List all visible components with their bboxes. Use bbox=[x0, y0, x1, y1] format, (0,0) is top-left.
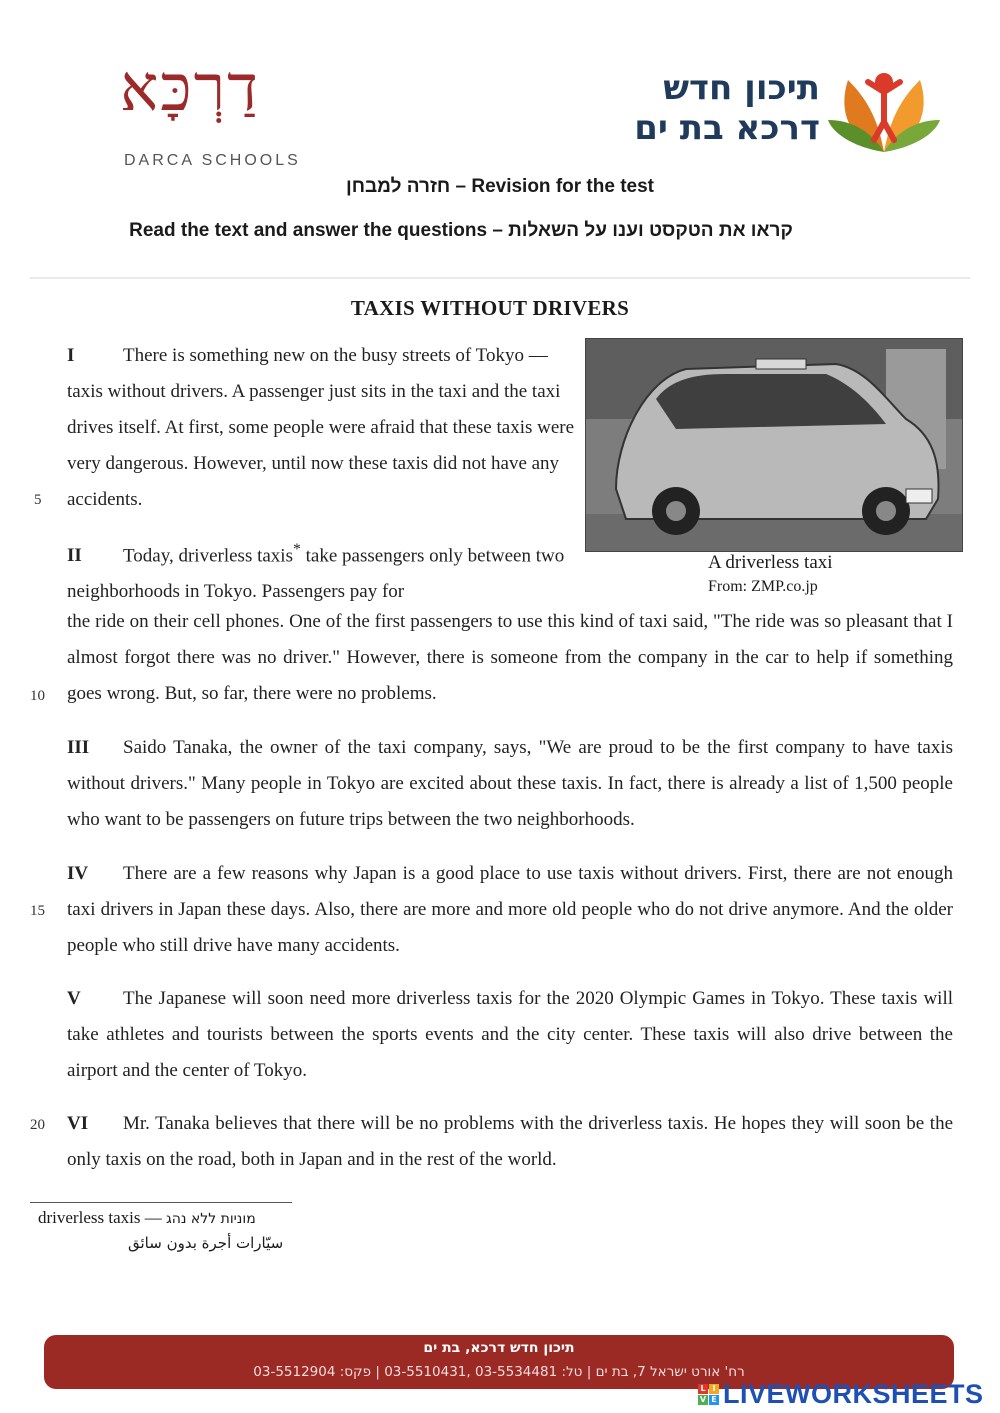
paragraph-text: the ride on their cell phones. One of the first passengers to use this kind of taxi said, "The ride was so pleasant that I almost forgot there was no driver." However, there is someone from the company in the car to help if something goes wrong. But, so far, there were no problems. bbox=[67, 611, 953, 704]
footer-contact: רח' אורט ישראל 7, בת ים | טל: 03-5534481 ,03-5510431 | פקס: 03-5512904 bbox=[253, 1364, 745, 1380]
liveworksheets-icon: L I V E bbox=[698, 1384, 719, 1405]
paragraph-number: I bbox=[67, 345, 75, 366]
liveworksheets-logo[interactable] bbox=[698, 1376, 984, 1412]
line-number: 5 bbox=[34, 492, 42, 508]
darca-logo bbox=[112, 52, 302, 182]
photo-caption: A driverless taxi bbox=[708, 552, 833, 573]
paragraph-2-continued bbox=[67, 604, 953, 712]
paragraph-3 bbox=[67, 730, 953, 838]
header-divider bbox=[30, 277, 970, 279]
paragraph-text: Saido Tanaka, the owner of the taxi company, says, "We are proud to be the first company to have taxis without drivers." Many people in Tokyo are excited about these taxis. In fact, there is already a list of 1,500 people who want to be passengers on future trips between the two neighborhoods. bbox=[67, 737, 953, 830]
paragraph-text: take passengers only between two neighborhoods in Tokyo. Passengers pay for bbox=[67, 545, 565, 603]
tichon-logo-line2: דרכא בת ים bbox=[634, 108, 820, 148]
driverless-taxi-photo bbox=[585, 338, 963, 552]
line-number: 10 bbox=[30, 688, 45, 704]
flower-icon bbox=[828, 60, 940, 156]
line-number: 15 bbox=[30, 903, 45, 919]
article-title: TAXIS WITHOUT DRIVERS bbox=[350, 296, 630, 320]
paragraph-number: VI bbox=[67, 1113, 89, 1134]
revision-heading: חזרה למבחן – Revision for the test bbox=[345, 176, 654, 197]
paragraph-4 bbox=[67, 856, 953, 964]
paragraph-number: III bbox=[67, 737, 90, 758]
instructions-heading: Read the text and answer the questions – קראו את הטקסט וענו על השאלות bbox=[129, 220, 793, 241]
footnote-marker: * bbox=[292, 541, 301, 558]
taxi-image bbox=[586, 339, 962, 551]
paragraph-number: V bbox=[67, 988, 81, 1009]
footnote-arabic: سيّارات أجرة بدون سائق bbox=[128, 1234, 284, 1252]
darca-logo-english: DARCA SCHOOLS bbox=[124, 152, 301, 169]
tichon-logo-line1: תיכון חדש bbox=[663, 68, 820, 108]
photo-source: From: ZMP.co.jp bbox=[708, 578, 818, 595]
footnote-english: driverless taxis — bbox=[38, 1208, 162, 1227]
tichon-logo bbox=[630, 60, 940, 160]
footnote-term bbox=[38, 1208, 256, 1228]
footer-school-name: תיכון חדש דרכא, בת ים bbox=[423, 1340, 575, 1356]
paragraph-text: Mr. Tanaka believes that there will be no problems with the driverless taxis. He hopes they will soon be the only taxis on the road, both in Japan and in the rest of the world. bbox=[67, 1113, 953, 1170]
paragraph-5 bbox=[67, 981, 953, 1089]
paragraph-text: The Japanese will soon need more driverless taxis for the 2020 Olympic Games in Tokyo. These taxis will take athletes and tourists between the sports events and the city center. These taxis will also drive between the airport and the center of Tokyo. bbox=[67, 988, 953, 1081]
paragraph-text: Today, driverless taxis bbox=[123, 545, 293, 567]
paragraph-1 bbox=[67, 338, 577, 518]
paragraph-text: There is something new on the busy streets of Tokyo — taxis without drivers. A passenger just sits in the taxi and the taxi drives itself. At first, some people were afraid that these taxis were very dangerous. However, until now these taxis did not have any accidents. bbox=[67, 345, 575, 510]
line-number: 20 bbox=[30, 1117, 45, 1133]
paragraph-6 bbox=[67, 1106, 953, 1178]
paragraph-number: IV bbox=[67, 863, 89, 884]
liveworksheets-text: LIVEWORKSHEETS bbox=[723, 1378, 984, 1409]
paragraph-text: There are a few reasons why Japan is a good place to use taxis without drivers. First, there are not enough taxi drivers in Japan these days. Also, there are more and more old people who do not drive anymore. And the older people who still drive have many accidents. bbox=[67, 863, 953, 956]
paragraph-number: II bbox=[67, 545, 82, 567]
darca-logo-hebrew: דַרְכָּא bbox=[120, 52, 260, 126]
footnote-hebrew: מוניות ללא נהג bbox=[165, 1211, 256, 1227]
paragraph-2 bbox=[67, 532, 577, 610]
footnote-divider bbox=[30, 1202, 292, 1203]
